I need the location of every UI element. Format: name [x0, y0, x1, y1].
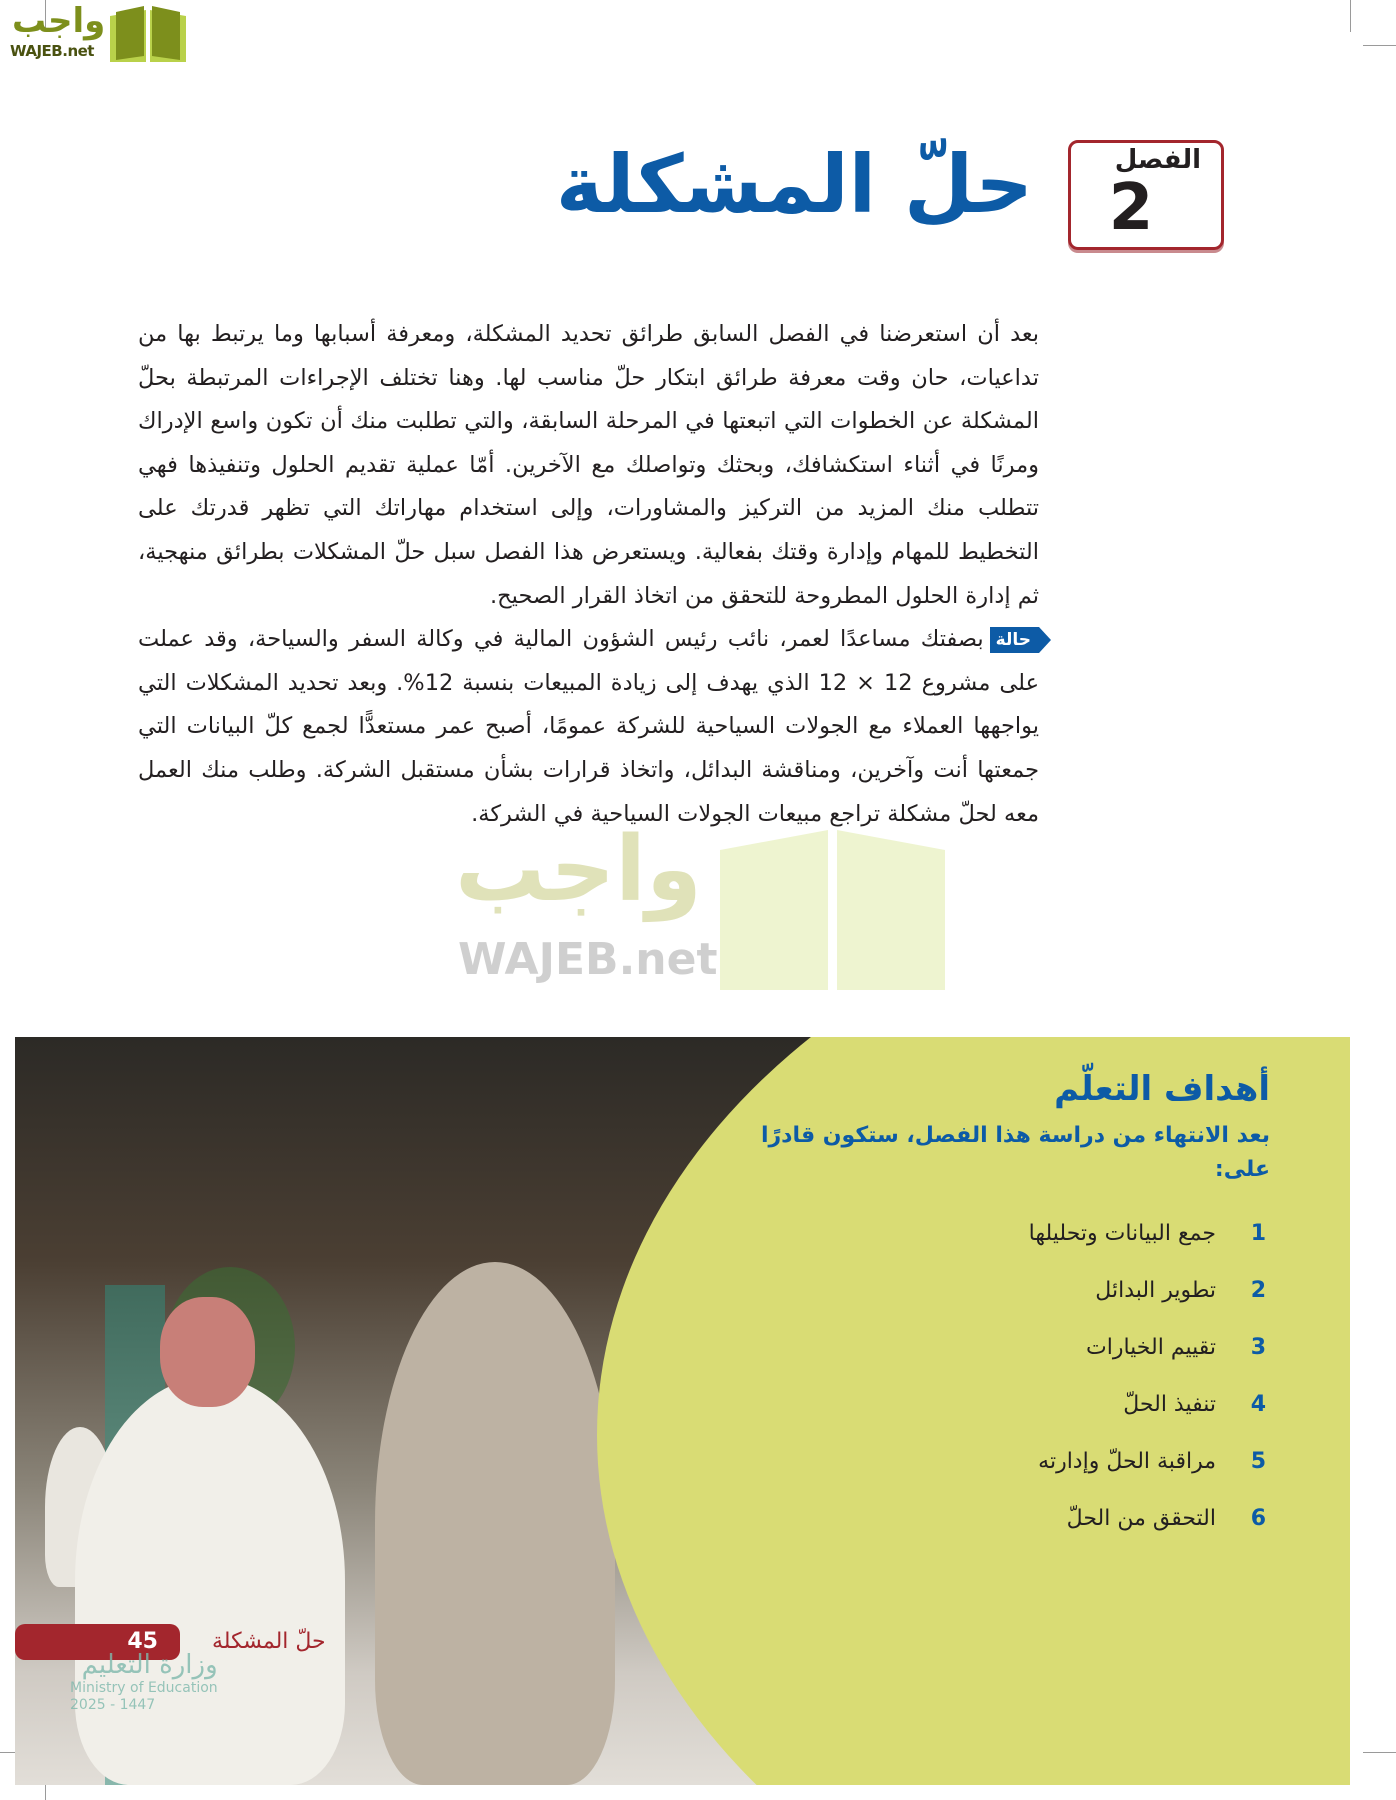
crop-mark — [1363, 45, 1396, 46]
crop-mark — [1350, 0, 1351, 32]
goal-text: التحقق من الحلّ — [1066, 1506, 1216, 1531]
intro-paragraph: بعد أن استعرضنا في الفصل السابق طرائق تحديد المشكلة، ومعرفة أسبابها وما يرتبط بها من تداعيات، حان وقت معرفة طرائق ابتكار حلّ مناسب لها. وهنا تختلف الإجراءات المرتبطة بحلّ المشكلة عن الخطوات التي اتبعتها في المرحلة السابقة، والتي تطلبت منك أن تكون واسع الإدراك ومرنًا في أثناء استكشافك، وبحثك وتواصلك مع الآخرين. أمّا عملية تقديم الحلول وتنفيذها فهي تتطلب منك المزيد من التركيز والمشاورات، وإلى استخدام مهاراتك التي تظهر قدرتك على التخطيط للمهام وإدارة وقتك بفعالية. ويستعرض هذا الفصل سبل حلّ المشكلات بطرائق منهجية، ثم إدارة الحلول المطروحة للتحقق من اتخاذ القرار الصحيح. — [138, 321, 1039, 609]
case-paragraph — [138, 618, 1039, 836]
ministry-english: Ministry of Education — [70, 1680, 218, 1696]
goal-item — [750, 1262, 1270, 1319]
goal-number: 4 — [1250, 1392, 1266, 1417]
case-badge: حالة — [990, 627, 1039, 653]
goal-number: 3 — [1250, 1335, 1266, 1360]
case-text: بصفتك مساعدًا لعمر، نائب رئيس الشؤون المالية في وكالة السفر والسياحة، وقد عملت على مشروع 12 × 12 الذي يهدف إلى زيادة المبيعات بنسبة 12%. وبعد تحديد المشكلات التي يواجهها العملاء مع الجولات السياحية للشركة عمومًا، أصبح عمر مستعدًّا لجمع كلّ البيانات التي جمعتها أنت وآخرين، ومناقشة البدائل، واتخاذ قرارات بشأن مستقبل الشركة. وطلب منك العمل معه لحلّ مشكلة تراجع مبيعات الجولات السياحية في الشركة. — [138, 626, 1039, 827]
goal-text: تقييم الخيارات — [1086, 1335, 1216, 1360]
woman-in-abaya — [375, 1262, 615, 1785]
watermark-arabic: واجب — [455, 817, 702, 922]
ministry-year: 2025 - 1447 — [70, 1697, 156, 1713]
goal-item — [750, 1319, 1270, 1376]
book-icon — [108, 6, 188, 64]
book-icon — [720, 825, 945, 990]
goal-item — [750, 1433, 1270, 1490]
goal-item — [750, 1490, 1270, 1547]
wajeb-logo[interactable] — [0, 0, 190, 67]
goals-subheading: بعد الانتهاء من دراسة هذا الفصل، ستكون قادرًا على: — [760, 1123, 1270, 1182]
goal-number: 2 — [1250, 1278, 1266, 1303]
goal-number: 1 — [1250, 1221, 1266, 1246]
logo-latin: WAJEB.net — [10, 42, 94, 60]
page-number: 45 — [15, 1624, 180, 1660]
goal-item — [750, 1205, 1270, 1262]
watermark — [455, 817, 945, 990]
watermark-latin: WAJEB.net — [458, 934, 718, 985]
chapter-box — [1068, 140, 1224, 250]
ministry-arabic: وزارة التعليم — [81, 1650, 218, 1680]
chapter-label: الفصل — [1114, 145, 1201, 175]
chapter-number: 2 — [1108, 171, 1154, 245]
goal-text: مراقبة الحلّ وإدارته — [1038, 1449, 1216, 1474]
goals-heading: أهداف التعلّم — [1054, 1069, 1270, 1109]
shemagh — [160, 1297, 255, 1407]
goal-text: جمع البيانات وتحليلها — [1028, 1221, 1216, 1246]
ministry-watermark — [70, 1650, 218, 1714]
goal-number: 6 — [1250, 1506, 1266, 1531]
man-in-thobe — [75, 1377, 345, 1785]
goal-text: تطوير البدائل — [1095, 1278, 1216, 1303]
logo-arabic: واجب — [12, 1, 106, 41]
chapter-title: حلّ المشكلة — [555, 138, 1033, 231]
crop-mark — [1363, 1752, 1396, 1753]
goal-item — [750, 1376, 1270, 1433]
goal-text: تنفيذ الحلّ — [1123, 1392, 1216, 1417]
goals-list — [750, 1205, 1270, 1547]
learning-goals — [750, 1065, 1270, 1547]
footer-title: حلّ المشكلة — [212, 1629, 326, 1654]
body-text — [138, 313, 1039, 836]
goal-number: 5 — [1250, 1449, 1266, 1474]
